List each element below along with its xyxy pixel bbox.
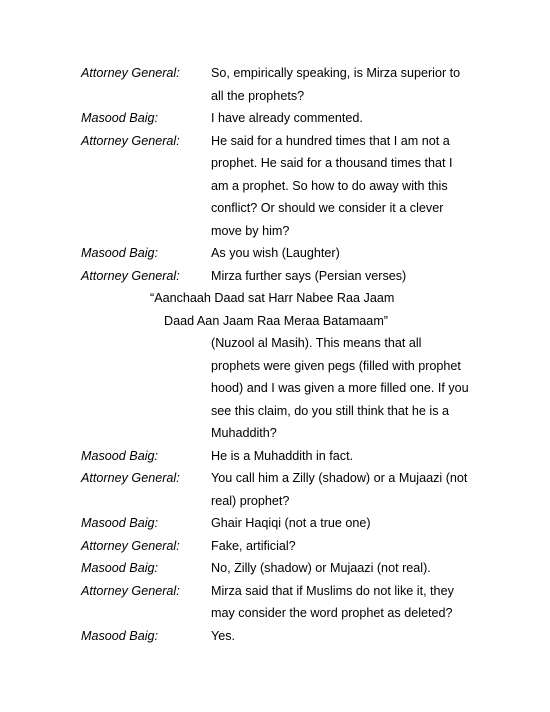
speech-text: He is a Muhaddith in fact. (211, 448, 354, 463)
speech-text: You call him a Zilly (shadow) or a Mujaazi (not real) prophet? (211, 471, 468, 508)
transcript-row (0, 242, 550, 265)
speech-text: He said for a hundred times that I am not a prophet. He said for a thousand times that I am a prophet. So how to do away with this conflict? Or should we consider it a clever move by him? (211, 133, 453, 238)
transcript-row (0, 467, 550, 512)
speaker-label: Attorney General: (81, 133, 180, 148)
speaker-label: Attorney General: (81, 538, 180, 553)
transcript-row (0, 265, 550, 288)
transcript-row (0, 445, 550, 468)
speaker-label: Masood Baig: (81, 111, 159, 125)
transcript-row (0, 107, 550, 130)
speaker-label: Masood Baig: (81, 246, 159, 260)
speaker-label: Attorney General: (81, 66, 180, 80)
transcript (0, 62, 550, 647)
speech-text: I have already commented. (211, 111, 363, 125)
transcript-row (0, 580, 550, 625)
transcript-row (0, 512, 550, 535)
speech-text: (Nuzool al Masih). This means that all prophets were given pegs (filled with prophet hood) and I was given a more filled one. If you see this claim, do you still think that he is a Muhaddith? (211, 336, 469, 440)
persian-verse-line-1: “Aanchaah Daad sat Harr Nabee Raa Jaam (150, 291, 395, 305)
speech-text: Yes. (211, 628, 236, 643)
transcript-row (0, 625, 550, 648)
speech-text: So, empirically speaking, is Mirza superior to all the prophets? (211, 66, 461, 103)
speech-text: Mirza said that if Muslims do not like it, they may consider the word prophet as deleted? (211, 583, 454, 620)
transcript-row (0, 557, 550, 580)
speaker-label: Attorney General: (81, 471, 180, 485)
transcript-row (0, 130, 550, 243)
transcript-row (0, 535, 550, 558)
transcript-row (0, 62, 550, 107)
speaker-label: Masood Baig: (81, 628, 159, 643)
speaker-label: Masood Baig: (81, 448, 159, 463)
speech-text: Ghair Haqiqi (not a true one) (211, 516, 371, 530)
speaker-label: Attorney General: (81, 268, 180, 283)
speech-text: No, Zilly (shadow) or Mujaazi (not real). (211, 561, 431, 575)
speaker-label: Masood Baig: (81, 561, 159, 575)
speech-text: Fake, artificial? (211, 538, 296, 553)
persian-verse-line-2: Daad Aan Jaam Raa Meraa Batamaam” (164, 313, 388, 328)
speaker-label: Masood Baig: (81, 516, 159, 530)
speaker-label: Attorney General: (81, 583, 180, 598)
speech-text: As you wish (Laughter) (211, 246, 340, 260)
speech-text: Mirza further says (Persian verses) (211, 268, 407, 283)
transcript-continuation (0, 332, 550, 445)
